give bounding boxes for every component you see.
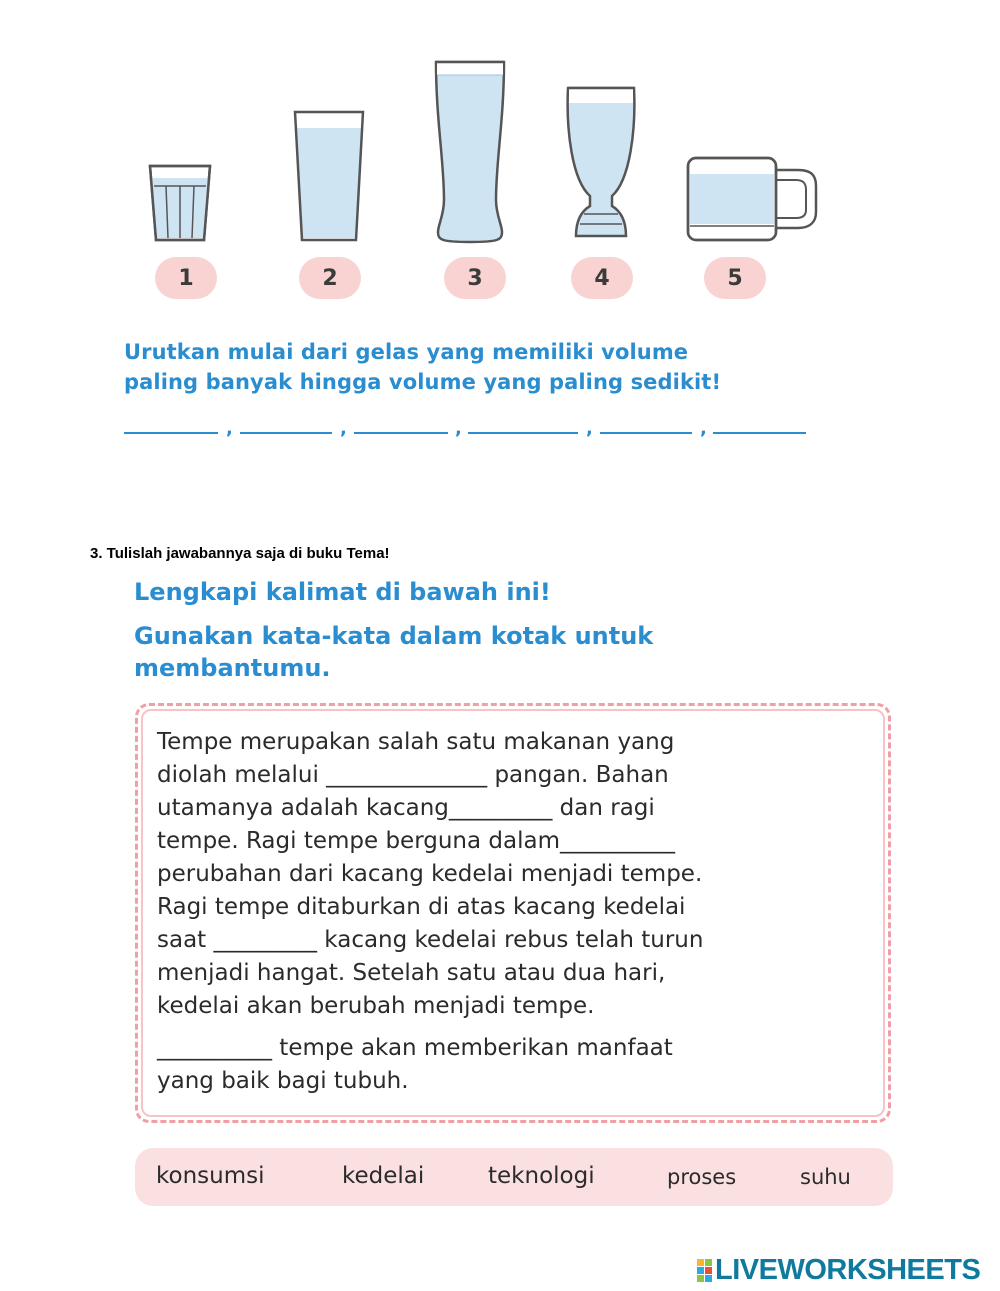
tall-tumbler-icon	[295, 112, 363, 240]
glass-number: 1	[178, 265, 194, 291]
story-line: Ragi tempe ditaburkan di atas kacang kedelai	[157, 894, 686, 920]
answer-blank-1[interactable]	[124, 432, 218, 434]
question-3-label: 3. Tulislah jawabannya saja di buku Tema!	[90, 545, 390, 562]
glass-number: 2	[322, 265, 338, 291]
glass-number-badge	[299, 257, 361, 299]
blank-separator: ,	[455, 418, 462, 439]
story-line: diolah melalui ______________ pangan. Bahan	[157, 762, 669, 788]
story-line: yang baik bagi tubuh.	[157, 1068, 409, 1094]
story-line: Tempe merupakan salah satu makanan yang	[157, 729, 675, 755]
small-tumbler-icon	[150, 166, 210, 240]
answer-blank-4[interactable]	[468, 432, 578, 434]
glasses-illustration	[0, 0, 1000, 300]
ordering-instruction	[124, 337, 721, 397]
story-line: utamanya adalah kacang_________ dan ragi	[157, 795, 655, 821]
liveworksheets-logo[interactable]	[697, 1254, 980, 1287]
goblet-glass-icon	[568, 88, 635, 236]
word-bank-item: suhu	[800, 1165, 851, 1189]
answer-blank-5[interactable]	[600, 432, 692, 434]
story-line: perubahan dari kacang kedelai menjadi tempe.	[157, 861, 703, 887]
instruction-line: Gunakan kata-kata dalam kotak untuk	[134, 622, 654, 650]
glass-number-badge	[155, 257, 217, 299]
word-bank-item: kedelai	[342, 1163, 425, 1189]
answer-blank-2[interactable]	[240, 432, 332, 434]
glass-number: 3	[467, 265, 483, 291]
answer-blank-3[interactable]	[354, 432, 448, 434]
logo-text: LIVEWORKSHEETS	[715, 1254, 981, 1286]
story-line: kedelai akan berubah menjadi tempe.	[157, 993, 595, 1019]
glass-number-badge	[704, 257, 766, 299]
instruction-line: membantumu.	[134, 654, 331, 682]
logo-grid-icon	[697, 1259, 712, 1282]
word-bank-item: proses	[667, 1165, 737, 1189]
glass-number: 4	[594, 265, 610, 291]
instruction-line: Urutkan mulai dari gelas yang memiliki volume	[124, 340, 689, 364]
word-box-instruction	[134, 620, 653, 684]
story-line: menjadi hangat. Setelah satu atau dua hari,	[157, 960, 666, 986]
word-bank-item: konsumsi	[156, 1163, 265, 1189]
answer-blank-6[interactable]	[713, 432, 806, 434]
blank-separator: ,	[700, 418, 707, 439]
glass-number-badge	[571, 257, 633, 299]
glass-number: 5	[727, 265, 743, 291]
blank-separator: ,	[340, 418, 347, 439]
blank-separator: ,	[226, 418, 233, 439]
instruction-line: paling banyak hingga volume yang paling sedikit!	[124, 370, 722, 394]
glass-number-badge	[444, 257, 506, 299]
story-line: saat _________ kacang kedelai rebus telah turun	[157, 927, 704, 953]
story-line: __________ tempe akan memberikan manfaat	[157, 1035, 673, 1061]
tall-beer-glass-icon	[436, 62, 504, 242]
story-line: tempe. Ragi tempe berguna dalam__________	[157, 828, 675, 854]
word-bank-item: teknologi	[488, 1163, 595, 1189]
blank-separator: ,	[586, 418, 593, 439]
complete-sentence-instruction: Lengkapi kalimat di bawah ini!	[134, 578, 551, 606]
mug-icon	[688, 158, 816, 240]
